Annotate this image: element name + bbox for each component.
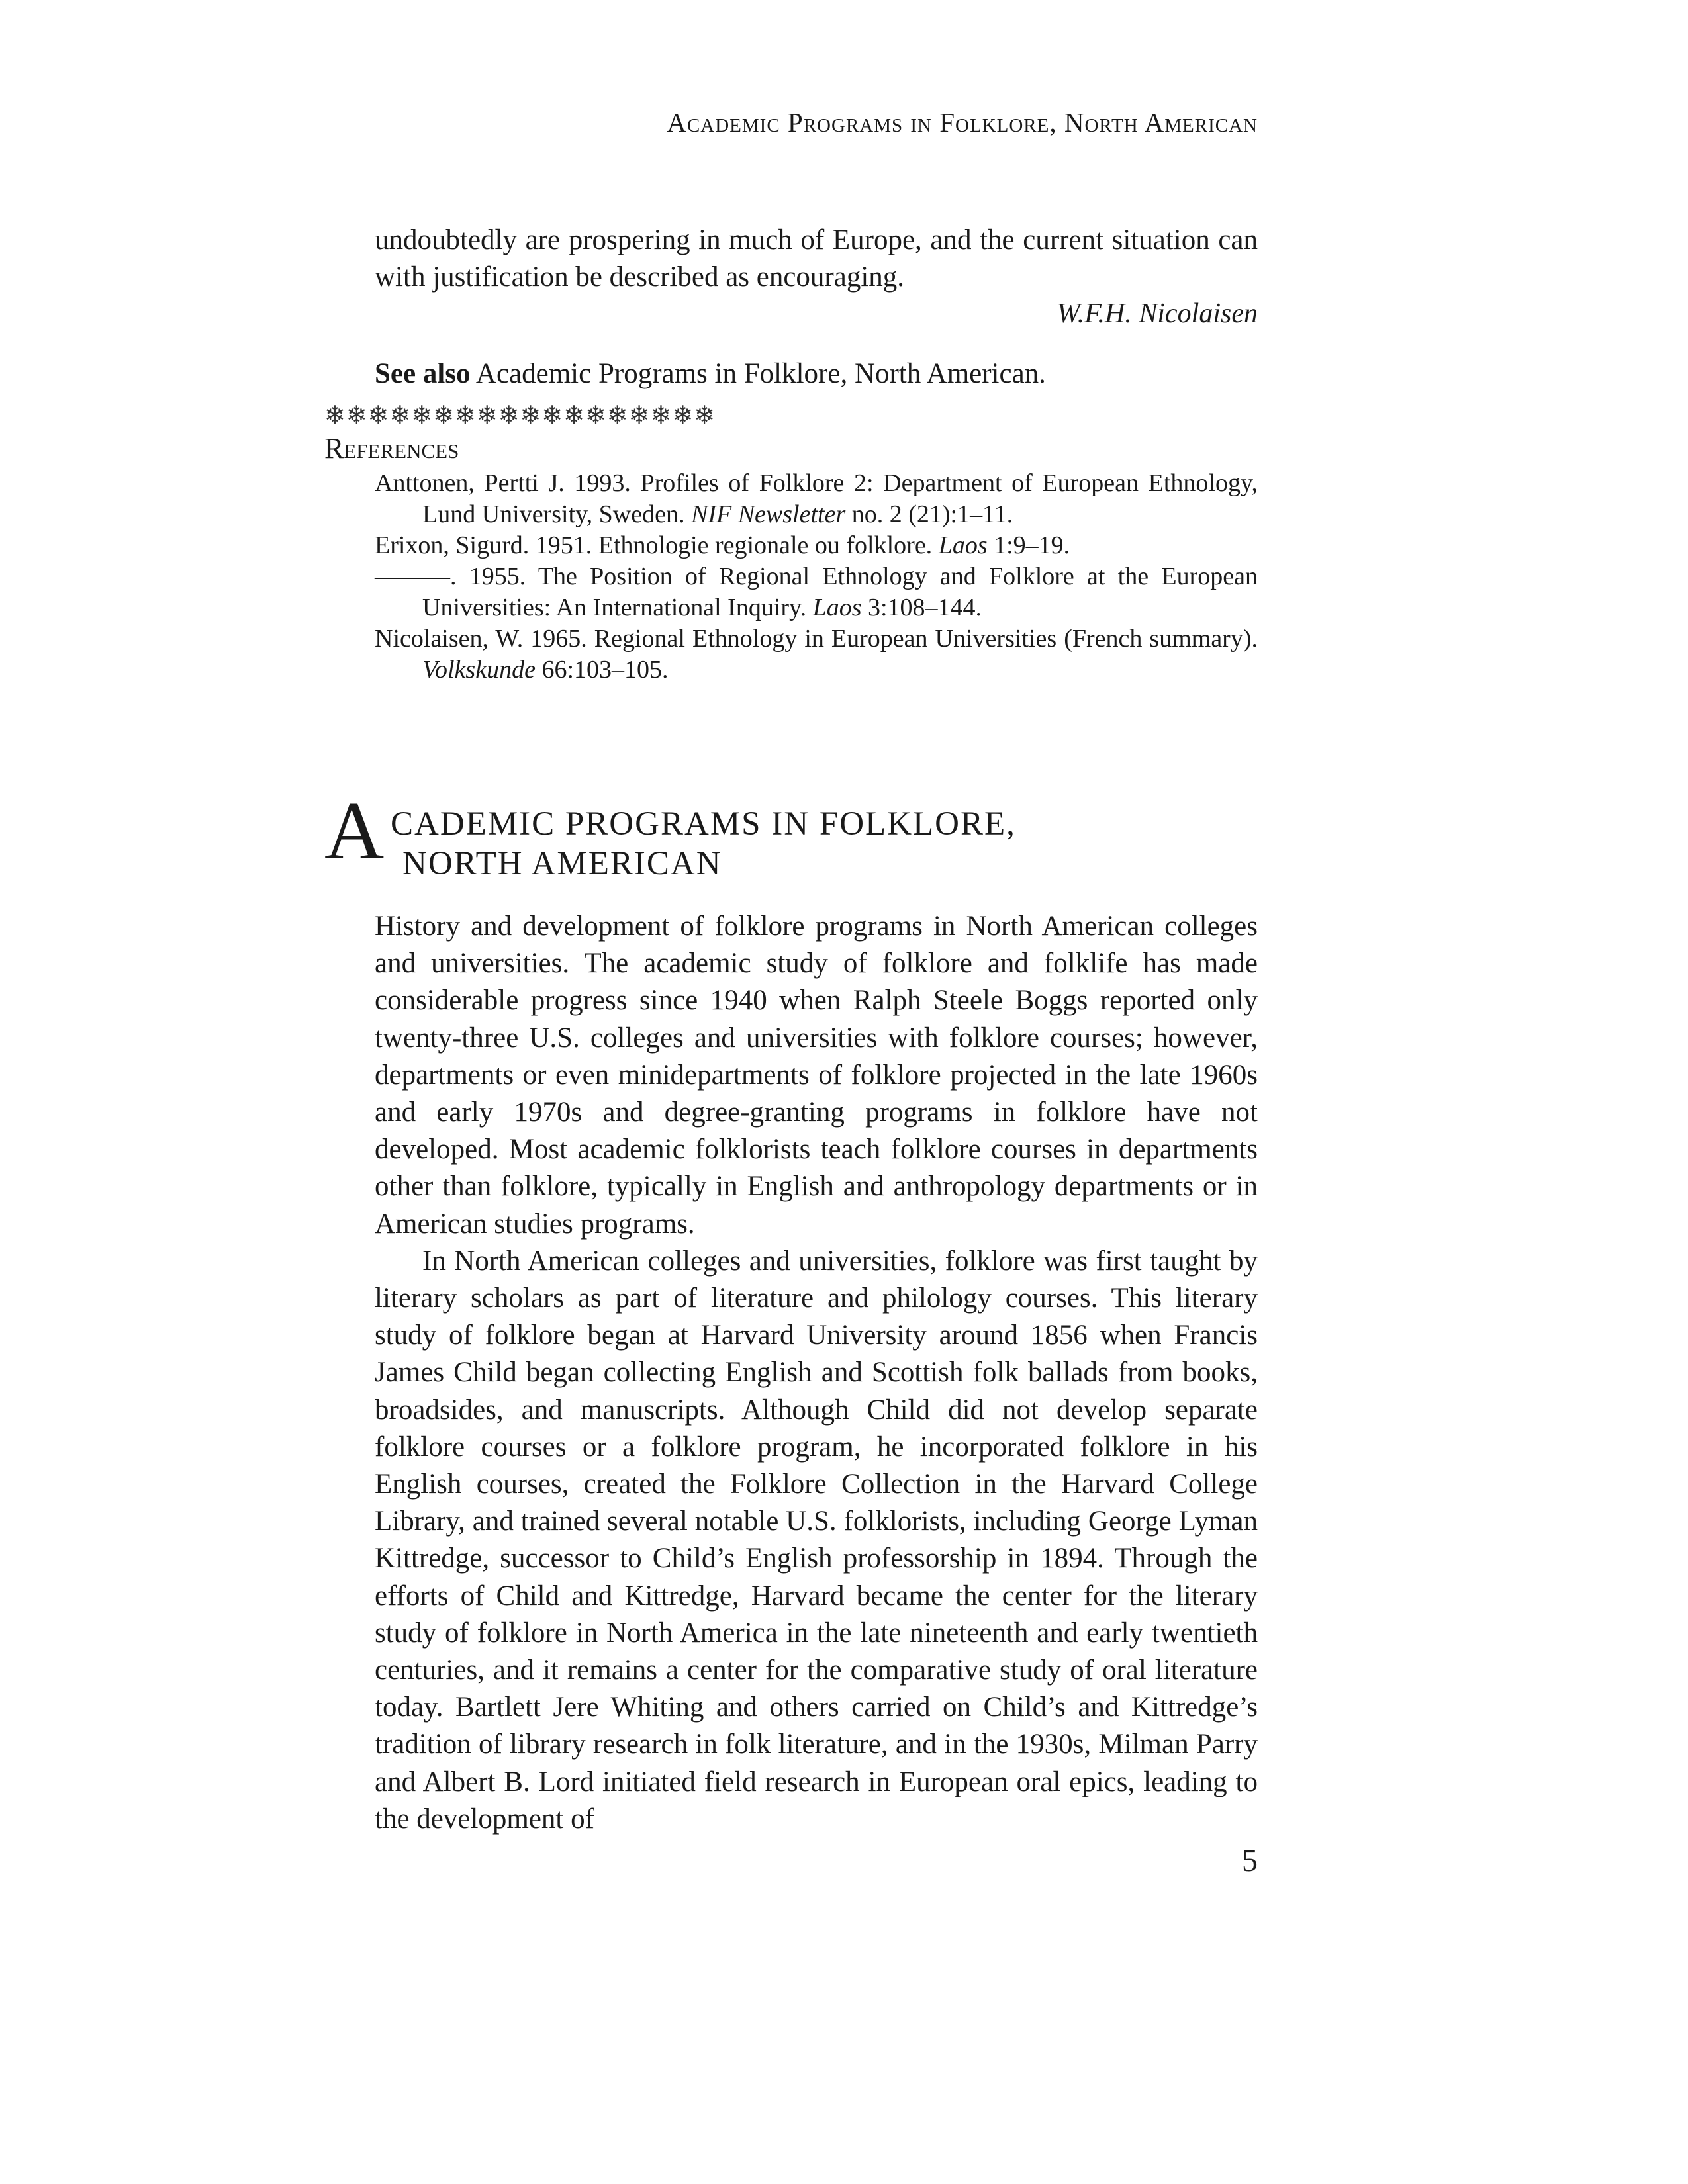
see-also — [375, 357, 1258, 390]
see-also-text: Academic Programs in Folklore, North American. — [475, 358, 1046, 389]
reference-item: Nicolaisen, W. 1965. Regional Ethnology in European Universities (French summary). Volkskunde 66:103–105. — [375, 625, 1258, 684]
entry-title — [324, 786, 1119, 888]
section-divider: ❄❄❄❄❄❄❄❄❄❄❄❄❄❄❄❄❄❄ — [324, 400, 716, 430]
entry-title-line-2: NORTH AMERICAN — [402, 845, 722, 882]
continuation-text: undoubtedly are prospering in much of Europe, and the current situation can with justification be described as encouraging. — [375, 224, 1258, 293]
references-heading: References — [324, 432, 459, 465]
body-paragraph: History and development of folklore programs in North American colleges and universities. The academic study of folklore and folklife has made considerable progress since 1940 when Ralph Steele Boggs reported only twenty-three U.S. colleges and universities with folklore courses; however, departments or even minidepartments of folklore projected in the late 1960s and early 1970s and degree-granting programs in folklore have not developed. Most academic folklorists teach folklore courses in departments other than folklore, typically in English and anthropology departments or in American studies programs. — [375, 911, 1258, 1240]
body-paragraph: In North American colleges and universities, folklore was first taught by literary scholars as part of literature and philology courses. This literary study of folklore began at Harvard University around 1856 when Francis James Child began collecting English and Scottish folk ballads from books, broadsides, and manuscripts. Although Child did not develop separate folklore courses or a folklore program, he incorporated folklore in his English courses, created the Folklore Collection in the Harvard College Library, and trained several notable U.S. folklorists, including George Lyman Kittredge, successor to Child’s English professorship in 1894. Through the efforts of Child and Kittredge, Harvard became the center for the literary study of folklore in North America in the late nineteenth and early twentieth centuries, and it remains a center for the comparative study of oral literature today. Bartlett Jere Whiting and others carried on Child’s and Kittredge’s tradition of library research in folk literature, and in the 1930s, Milman Parry and Albert B. Lord initiated field research in European oral epics, leading to the development of — [375, 1245, 1258, 1835]
author-signature: W.F.H. Nicolaisen — [1056, 298, 1258, 329]
reference-item: ———. 1955. The Position of Regional Ethnology and Folklore at the European Universities: An International Inquiry. Laos 3:108–144. — [375, 563, 1258, 621]
reference-item: Erixon, Sigurd. 1951. Ethnologie regionale ou folklore. Laos 1:9–19. — [375, 531, 1070, 559]
entry-title-line-1: CADEMIC PROGRAMS IN FOLKLORE, — [391, 805, 1016, 842]
page-number: 5 — [1242, 1843, 1258, 1878]
references-list — [375, 468, 1258, 686]
running-head: Academic Programs in Folklore, North American — [667, 107, 1258, 138]
drop-cap: A — [324, 786, 385, 877]
reference-item: Anttonen, Pertti J. 1993. Profiles of Folklore 2: Department of European Ethnology, Lund University, Sweden. NIF Newsletter no. 2 (21):1–11. — [375, 469, 1258, 528]
see-also-label: See also — [375, 358, 471, 389]
entry-body — [375, 908, 1258, 1838]
